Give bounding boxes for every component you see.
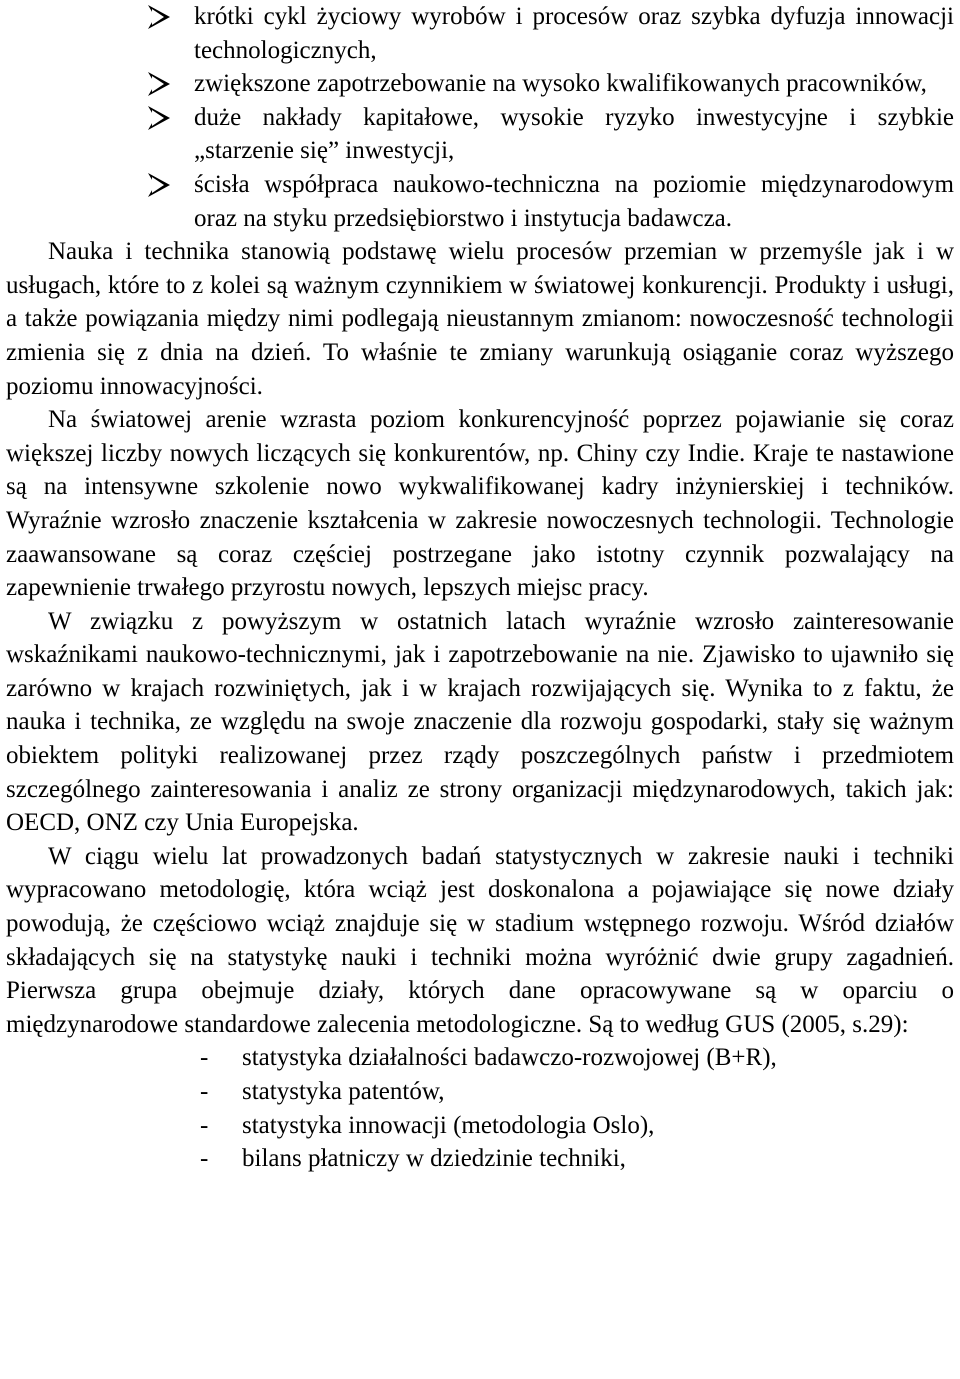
paragraph: W związku z powyższym w ostatnich latach wyraźnie wzrosło zainteresowanie wskaźnikami naukowo-technicznymi, jak i zapotrzebowanie na nie. Zjawisko to ujawniło się zarówno w krajach rozwiniętych, jak i w krajach rozwijających się. Wynika to z faktu, że nauka i technika, ze względu na swoje znaczenie dla rozwoju gospodarki, stały się ważnym obiektem polityki realizowanej przez rządy poszczególnych państw i przedmiotem szczególnego zainteresowania i analiz ze strony organizacji międzynarodowych, takich jak: OECD, ONZ czy Unia Europejska. [6,607,954,837]
dash-list [6,1041,954,1175]
bullet-text: krótki cykl życiowy wyrobów i procesów oraz szybka dyfuzja innowacji technologicznych, [194,3,954,64]
arrowhead-bullet-icon [146,71,172,97]
bullet-text: duże nakłady kapitałowe, wysokie ryzyko inwestycyjne i szybkie „starzenie się” inwestycji, [194,103,954,165]
arrowhead-bullet-icon [146,4,172,30]
dash-marker: - [200,1111,209,1139]
arrowhead-bullet-icon [146,172,172,198]
dash-item-text: statystyka innowacji (metodologia Oslo), [242,1111,655,1139]
paragraph: W ciągu wielu lat prowadzonych badań statystycznych w zakresie nauki i techniki wypracowano metodologię, która wciąż jest doskonalona a pojawiające się nowe działy powodują, że częściowo wciąż znajduje się w stadium wstępnego rozwoju. Wśród działów składających się na statystykę nauki i techniki można wyróżnić dwie grupy zagadnień. Pierwsza grupa obejmuje działy, których dane opracowywane są w oparciu o międzynarodowe standardowe zalecenia metodologiczne. Są to według GUS (2005, s.29): [6,842,954,1038]
dash-item-text: statystyka patentów, [242,1078,445,1105]
dash-list-item [6,1075,954,1109]
paragraph: Na światowej arenie wzrasta poziom konkurencyjność poprzez pojawianie się coraz większej liczby nowych liczących się konkurentów, np. Chiny czy Indie. Kraje te nastawione są na intensywne szkolenie nowo wykwalifikowanej kadry inżynierskiej i techników. Wyraźnie wzrosło znaczenie kształcenia w zakresie nowoczesnych technologii. Technologie zaawansowane są coraz częściej postrzegane jako istotny czynnik pozwalający na zapewnienie trwałego przyrostu nowych, lepszych miejsc pracy. [6,406,954,602]
bullet-text: ścisła współpraca naukowo-techniczna na poziomie międzynarodowym oraz na styku przedsiębiorstwo i instytucja badawcza. [194,170,954,232]
arrowhead-bullet-icon [146,105,172,131]
bullet-item [6,168,954,235]
dash-list-item [6,1041,954,1075]
dash-item-text: bilans płatniczy w dziedzinie techniki, [242,1145,626,1173]
dash-marker: - [200,1044,209,1072]
dash-marker: - [200,1078,209,1105]
bullet-list [6,0,954,235]
paragraph: Nauka i technika stanowią podstawę wielu procesów przemian w przemyśle jak i w usługach, które to z kolei są ważnym czynnikiem w światowej konkurencji. Produkty i usługi, a także powiązania między nimi podlegają nieustannym zmianom: nowoczesność technologii zmienia się z dnia na dzień. To właśnie te zmiany warunkują osiąganie coraz wyższego poziomu innowacyjności. [6,238,954,400]
bullet-text: zwiększone zapotrzebowanie na wysoko kwalifikowanych pracowników, [194,70,927,98]
dash-list-item [6,1109,954,1143]
bullet-item [6,0,954,67]
bullet-item [6,67,954,101]
dash-item-text: statystyka działalności badawczo-rozwojowej (B+R), [242,1044,777,1072]
bullet-item [6,101,954,168]
dash-list-item [6,1142,954,1176]
document-page [6,0,954,1176]
dash-marker: - [200,1145,209,1173]
